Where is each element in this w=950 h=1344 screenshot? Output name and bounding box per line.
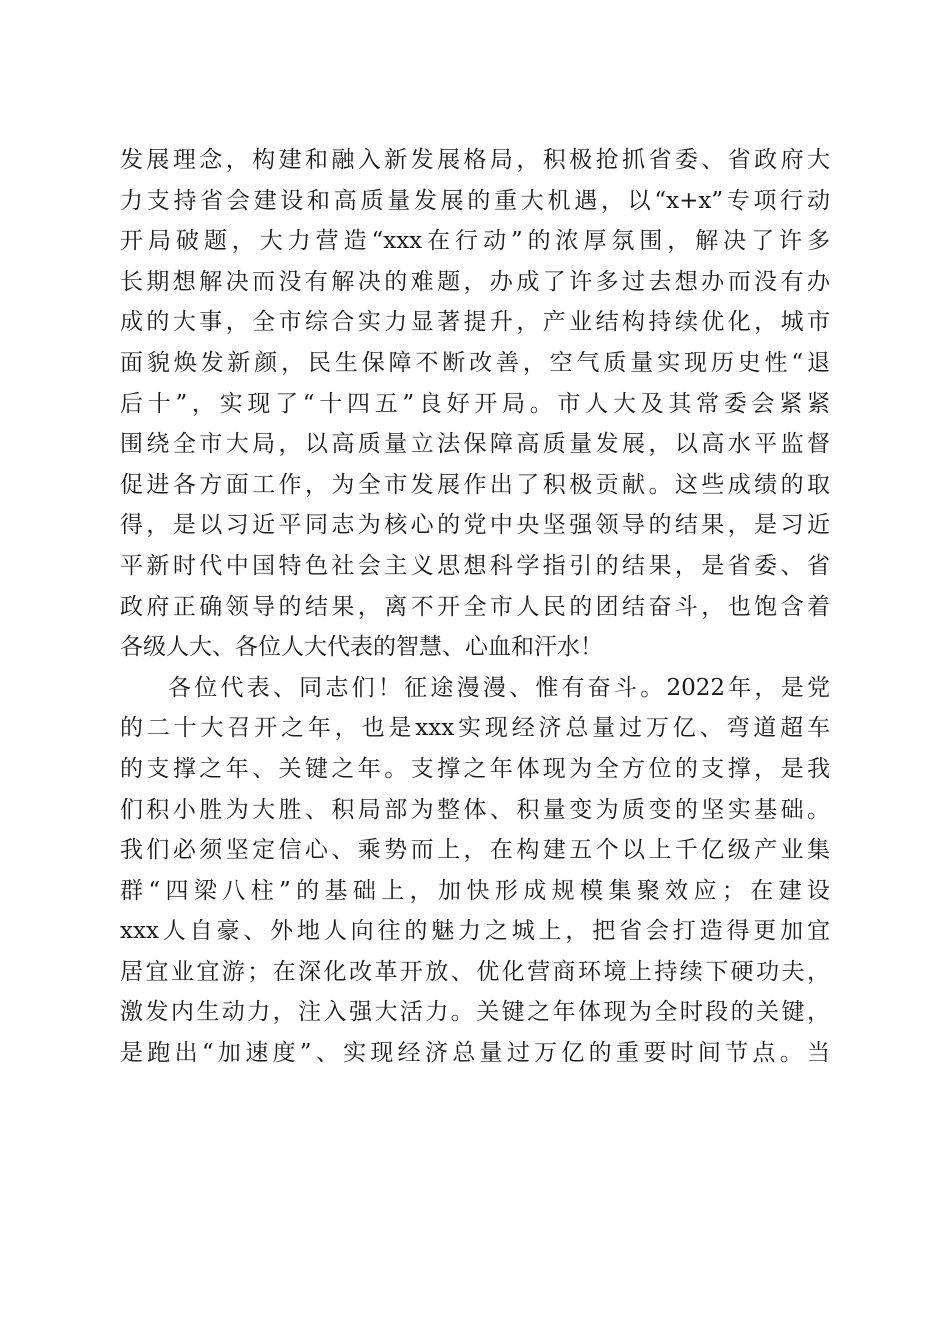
text-line: 各位代表、同志们！征途漫漫、惟有奋斗。2022年，是党 bbox=[168, 674, 830, 701]
paragraph-2 bbox=[120, 668, 830, 1074]
text-line: 促进各方面工作，为全市发展作出了积极贡献。这些成绩的取 bbox=[120, 471, 830, 498]
text-line: 的二十大召开之年，也是xxx实现经济总量过万亿、弯道超车 bbox=[120, 715, 830, 742]
text-line: xxx人自豪、外地人向往的魅力之城上，把省会打造得更加宜 bbox=[120, 918, 830, 945]
text-line: 们积小胜为大胜、积局部为整体、积量变为质变的坚实基础。 bbox=[120, 796, 830, 823]
text-line: 发展理念，构建和融入新发展格局，积极抢抓省委、省政府大 bbox=[120, 147, 830, 173]
text-line: 平新时代中国特色社会主义思想科学指引的结果，是省委、省 bbox=[120, 552, 830, 579]
paragraph-1 bbox=[120, 140, 830, 668]
text-line: 开局破题，大力营造“xxx在行动”的浓厚氛围，解决了许多 bbox=[120, 228, 830, 255]
text-line: 是跑出“加速度”、实现经济总量过万亿的重要时间节点。当 bbox=[120, 1040, 830, 1067]
text-line: 面貌焕发新颜，民生保障不断改善，空气质量实现历史性“退 bbox=[120, 349, 830, 376]
text-line: 得，是以习近平同志为核心的党中央坚强领导的结果，是习近 bbox=[120, 512, 830, 539]
text-line: 群“四梁八柱”的基础上，加快形成规模集聚效应；在建设 bbox=[120, 877, 830, 904]
text-line: 后十”，实现了“十四五”良好开局。市人大及其常委会紧紧 bbox=[120, 390, 830, 417]
text-line: 居宜业宜游；在深化改革开放、优化营商环境上持续下硬功夫， bbox=[120, 958, 830, 985]
text-line: 政府正确领导的结果，离不开全市人民的团结奋斗，也饱含着 bbox=[120, 593, 830, 620]
text-line: 我们必须坚定信心、乘势而上，在构建五个以上千亿级产业集 bbox=[120, 837, 830, 864]
text-line: 的支撑之年、关键之年。支撑之年体现为全方位的支撑，是我 bbox=[120, 755, 830, 782]
document-body bbox=[120, 140, 830, 1074]
text-line: 长期想解决而没有解决的难题，办成了许多过去想办而没有办 bbox=[120, 268, 830, 295]
text-line: 各级人大、各位人大代表的智慧、心血和汗水！ bbox=[120, 634, 603, 661]
text-line: 成的大事，全市综合实力显著提升，产业结构持续优化，城市 bbox=[120, 309, 830, 336]
text-line: 激发内生动力，注入强大活力。关键之年体现为全时段的关键， bbox=[120, 999, 830, 1026]
text-line: 围绕全市大局，以高质量立法保障高质量发展，以高水平监督 bbox=[120, 431, 830, 458]
text-line: 力支持省会建设和高质量发展的重大机遇，以“x+x”专项行动 bbox=[120, 187, 830, 214]
